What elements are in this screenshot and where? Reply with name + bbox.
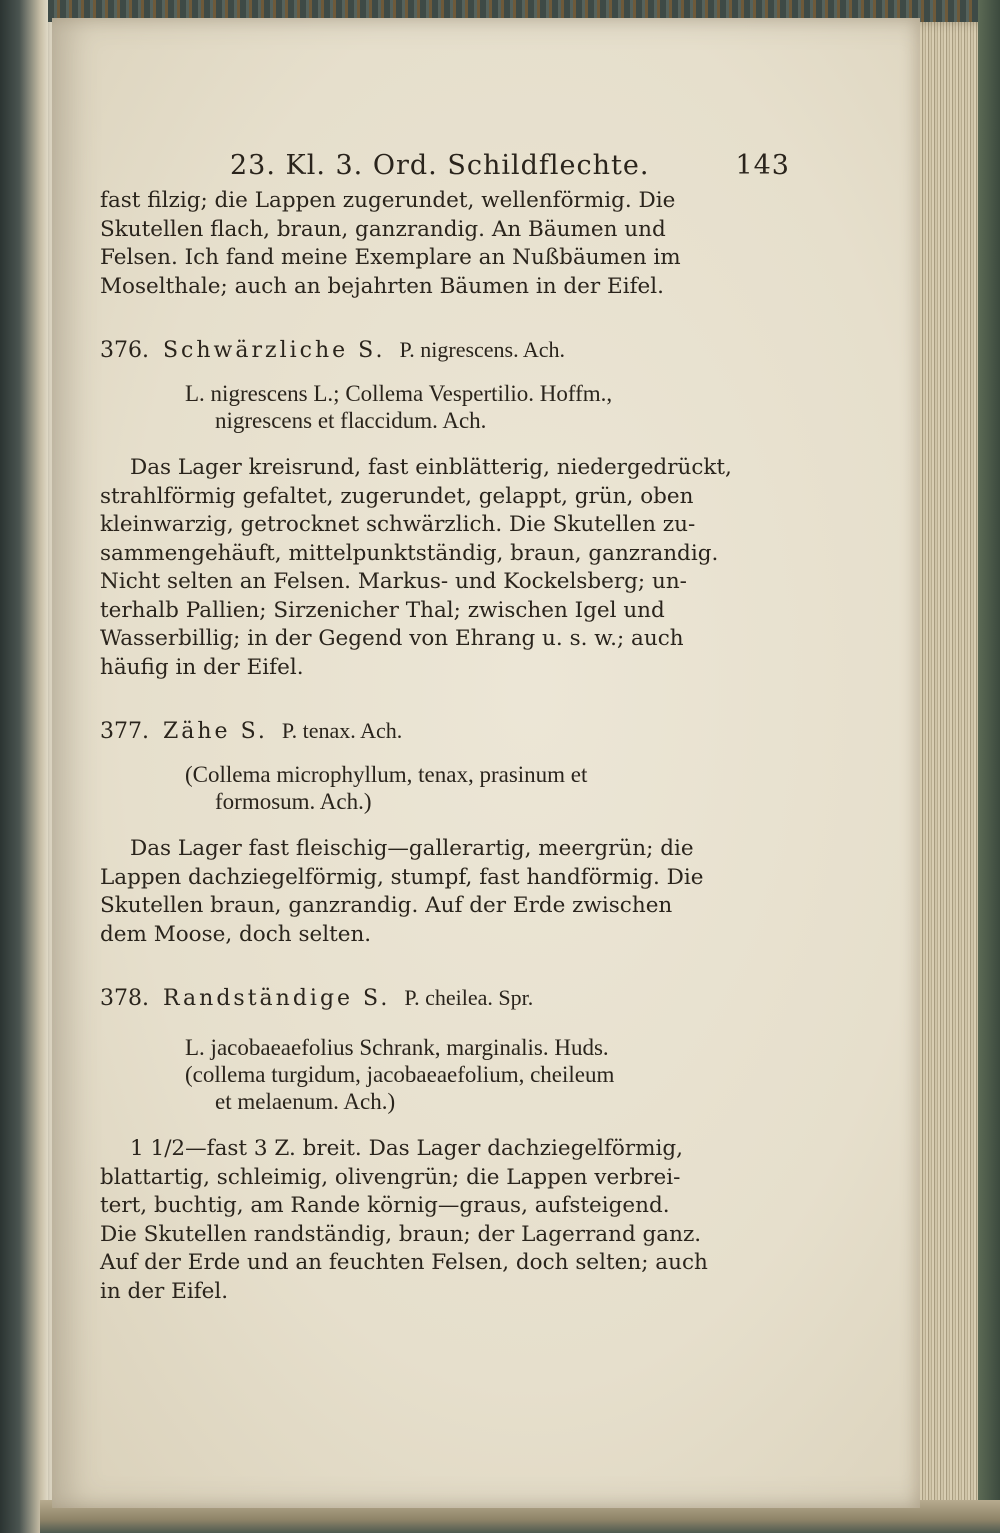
synonym-line: L. jacobaeaefolius Schrank, marginalis. Huds. [185, 1035, 609, 1060]
entry-heading [100, 335, 790, 366]
entry-number: 377. [100, 719, 149, 744]
intro-paragraph [100, 187, 790, 301]
entry-description [100, 1135, 790, 1306]
description-line: Die Skutellen randständig, braun; der Lagerrand ganz. [100, 1221, 702, 1247]
running-header [100, 150, 790, 181]
description-line: Skutellen braun, ganzrandig. Auf der Erde zwischen [100, 893, 673, 918]
page-number: 143 [735, 150, 790, 181]
entry-latin-name: P. tenax. Ach. [281, 718, 403, 743]
entry-description [100, 454, 790, 682]
description-line: tert, buchtig, am Rande körnig—graus, aufsteigend. [100, 1193, 670, 1218]
page-text [100, 150, 790, 1306]
description-line: 1 1/2—fast 3 Z. breit. Das Lager dachziegelförmig, [130, 1136, 684, 1161]
synonym-line: nigrescens et flaccidum. Ach. [215, 408, 487, 433]
intro-line: Felsen. Ich fand meine Exemplare an Nußbäumen im [100, 245, 681, 270]
synonym-line: (Collema microphyllum, tenax, prasinum et [185, 762, 588, 787]
entry-latin-name: P. nigrescens. Ach. [399, 337, 566, 362]
entry-synonyms [100, 761, 790, 815]
description-line: Das Lager fast fleischig—gallerartig, meergrün; die [130, 836, 694, 861]
synonym-line: et melaenum. Ach.) [215, 1089, 396, 1114]
description-line: blattartig, schleimig, olivengrün; die Lappen verbrei- [100, 1164, 681, 1190]
description-line: Wasserbillig; in der Gegend von Ehrang u. s. w.; auch [100, 626, 684, 651]
entry-latin-name: P. cheilea. Spr. [404, 985, 534, 1010]
entry-heading [100, 983, 790, 1014]
description-line: Das Lager kreisrund, fast einblätterig, niedergedrückt, [130, 455, 732, 480]
description-line: Lappen dachziegelförmig, stumpf, fast handförmig. Die [100, 864, 704, 890]
running-title: 23. Kl. 3. Ord. Schildflechte. [230, 150, 650, 181]
description-line: sammengehäuft, mittelpunktständig, braun, ganzrandig. [100, 540, 719, 566]
entry-description [100, 835, 790, 949]
intro-line: fast filzig; die Lappen zugerundet, wellenförmig. Die [100, 188, 676, 213]
entry-synonyms [100, 380, 790, 434]
intro-line: Moselthale; auch an bejahrten Bäumen in der Eifel. [100, 273, 664, 299]
previous-page-edge [0, 0, 48, 1533]
entry-name: Schwärzliche S. [162, 338, 386, 363]
description-line: dem Moose, doch selten. [100, 921, 372, 947]
entry-synonyms [100, 1034, 790, 1115]
book-cover-edge [978, 0, 1000, 1533]
description-line: häufig in der Eifel. [100, 654, 304, 680]
synonym-line: formosum. Ach.) [215, 789, 372, 814]
entry-heading [100, 716, 790, 747]
entry-376 [100, 335, 790, 682]
entry-name: Zähe S. [162, 719, 268, 744]
description-line: in der Eifel. [100, 1278, 229, 1304]
synonym-line: (collema turgidum, jacobaeaefolium, cheileum [185, 1062, 615, 1087]
description-line: terhalb Pallien; Sirzenicher Thal; zwischen Igel und [100, 597, 665, 623]
entry-number: 376. [100, 338, 149, 363]
entry-number: 378. [100, 986, 149, 1011]
description-line: Nicht selten an Felsen. Markus- und Kockelsberg; un- [100, 569, 687, 594]
description-line: kleinwarzig, getrocknet schwärzlich. Die Skutellen zu- [100, 512, 696, 537]
intro-line: Skutellen flach, braun, ganzrandig. An Bäumen und [100, 216, 666, 242]
description-line: Auf der Erde und an feuchten Felsen, doch selten; auch [100, 1250, 708, 1275]
description-line: strahlförmig gefaltet, zugerundet, gelappt, grün, oben [100, 483, 694, 509]
entry-name: Randständige S. [162, 986, 391, 1011]
synonym-line: L. nigrescens L.; Collema Vespertilio. Hoffm., [185, 381, 613, 406]
entry-377 [100, 716, 790, 949]
entry-378 [100, 983, 790, 1306]
